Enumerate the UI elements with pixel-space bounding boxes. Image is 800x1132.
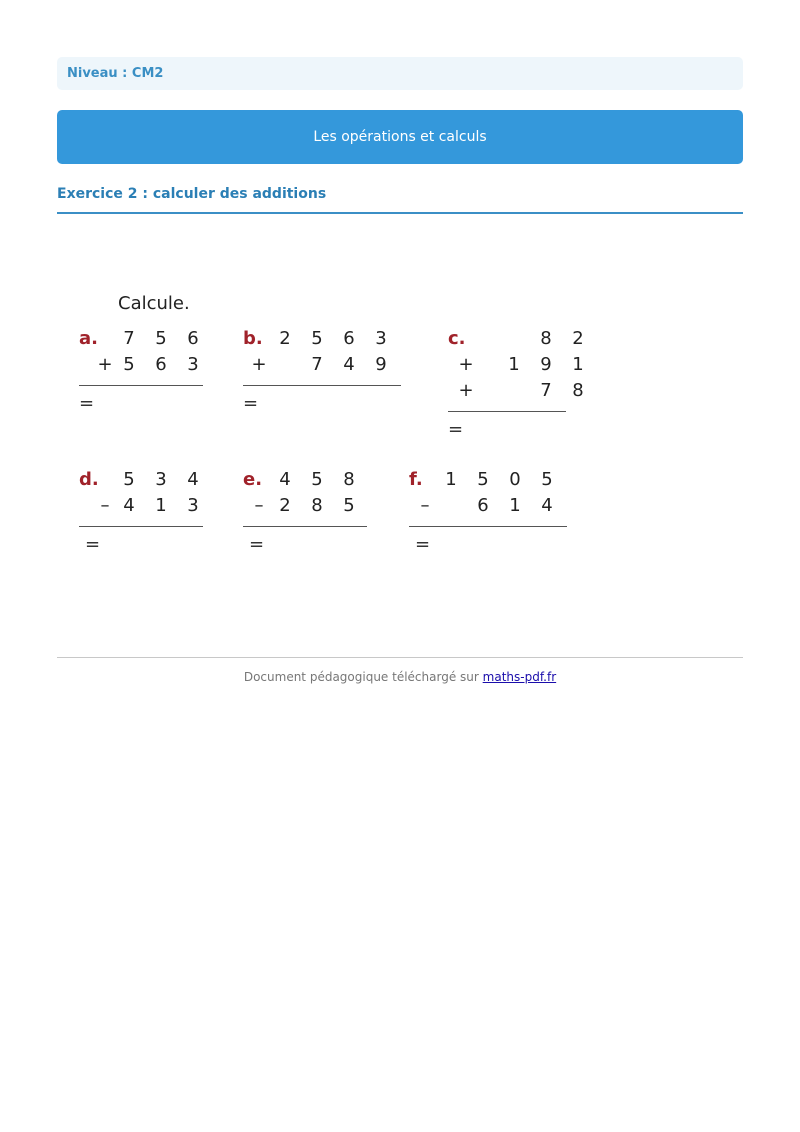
digit: 2 [279, 495, 291, 516]
equals-sign: = [448, 419, 464, 440]
result-line [448, 411, 566, 412]
digit: 2 [572, 328, 584, 349]
digit: 1 [509, 495, 521, 516]
instruction-text: Calcule. [118, 293, 190, 314]
level-label: Niveau : CM2 [57, 57, 743, 90]
operation-letter: a. [79, 328, 98, 349]
digit: 0 [509, 469, 521, 490]
digit: 4 [343, 354, 355, 375]
result-line [243, 526, 367, 527]
digit: 6 [477, 495, 489, 516]
digit: 5 [311, 469, 323, 490]
operation-letter: f. [409, 469, 423, 490]
digit: 2 [279, 328, 291, 349]
digit: 5 [311, 328, 323, 349]
operator-sign: – [100, 495, 110, 516]
operation-letter: e. [243, 469, 263, 490]
result-line [243, 385, 401, 386]
digit: 3 [187, 354, 199, 375]
digit: 5 [541, 469, 553, 490]
digit: 5 [343, 495, 355, 516]
digit: 9 [375, 354, 387, 375]
digit: 1 [572, 354, 584, 375]
digit: 7 [311, 354, 323, 375]
operator-sign: + [97, 354, 113, 375]
operation-letter: d. [79, 469, 99, 490]
footer-link[interactable]: maths-pdf.fr [482, 670, 557, 684]
equals-sign: = [85, 534, 101, 555]
digit: 1 [155, 495, 167, 516]
digit: 9 [540, 354, 552, 375]
digit: 3 [155, 469, 167, 490]
operation-letter: c. [448, 328, 466, 349]
equals-sign: = [79, 393, 95, 414]
digit: 4 [187, 469, 199, 490]
operator-sign: + [251, 354, 267, 375]
digit: 4 [123, 495, 135, 516]
footer-divider [57, 657, 743, 658]
operation-letter: b. [243, 328, 263, 349]
equals-sign: = [249, 534, 265, 555]
footer-text: Document pédagogique téléchargé sur [243, 670, 479, 684]
digit: 7 [540, 380, 552, 401]
digit: 5 [123, 354, 135, 375]
result-line [409, 526, 567, 527]
digit: 6 [155, 354, 167, 375]
digit: 3 [187, 495, 199, 516]
footer [0, 670, 800, 684]
digit: 4 [279, 469, 291, 490]
operator-sign: – [420, 495, 430, 516]
operator-sign: – [254, 495, 264, 516]
equals-sign: = [243, 393, 259, 414]
digit: 6 [343, 328, 355, 349]
equals-sign: = [415, 534, 431, 555]
digit: 7 [123, 328, 135, 349]
digit: 3 [375, 328, 387, 349]
operator-sign: + [458, 354, 474, 375]
digit: 5 [123, 469, 135, 490]
operator-sign: + [458, 380, 474, 401]
topic-banner: Les opérations et calculs [57, 110, 743, 164]
digit: 8 [540, 328, 552, 349]
digit: 1 [445, 469, 457, 490]
digit: 8 [311, 495, 323, 516]
digit: 1 [508, 354, 520, 375]
digit: 8 [572, 380, 584, 401]
worksheet-image [65, 285, 585, 585]
digit: 5 [477, 469, 489, 490]
digit: 4 [541, 495, 553, 516]
result-line [79, 526, 203, 527]
result-line [79, 385, 203, 386]
exercise-title: Exercice 2 : calculer des additions [57, 186, 743, 214]
digit: 6 [187, 328, 199, 349]
digit: 5 [155, 328, 167, 349]
digit: 8 [343, 469, 355, 490]
